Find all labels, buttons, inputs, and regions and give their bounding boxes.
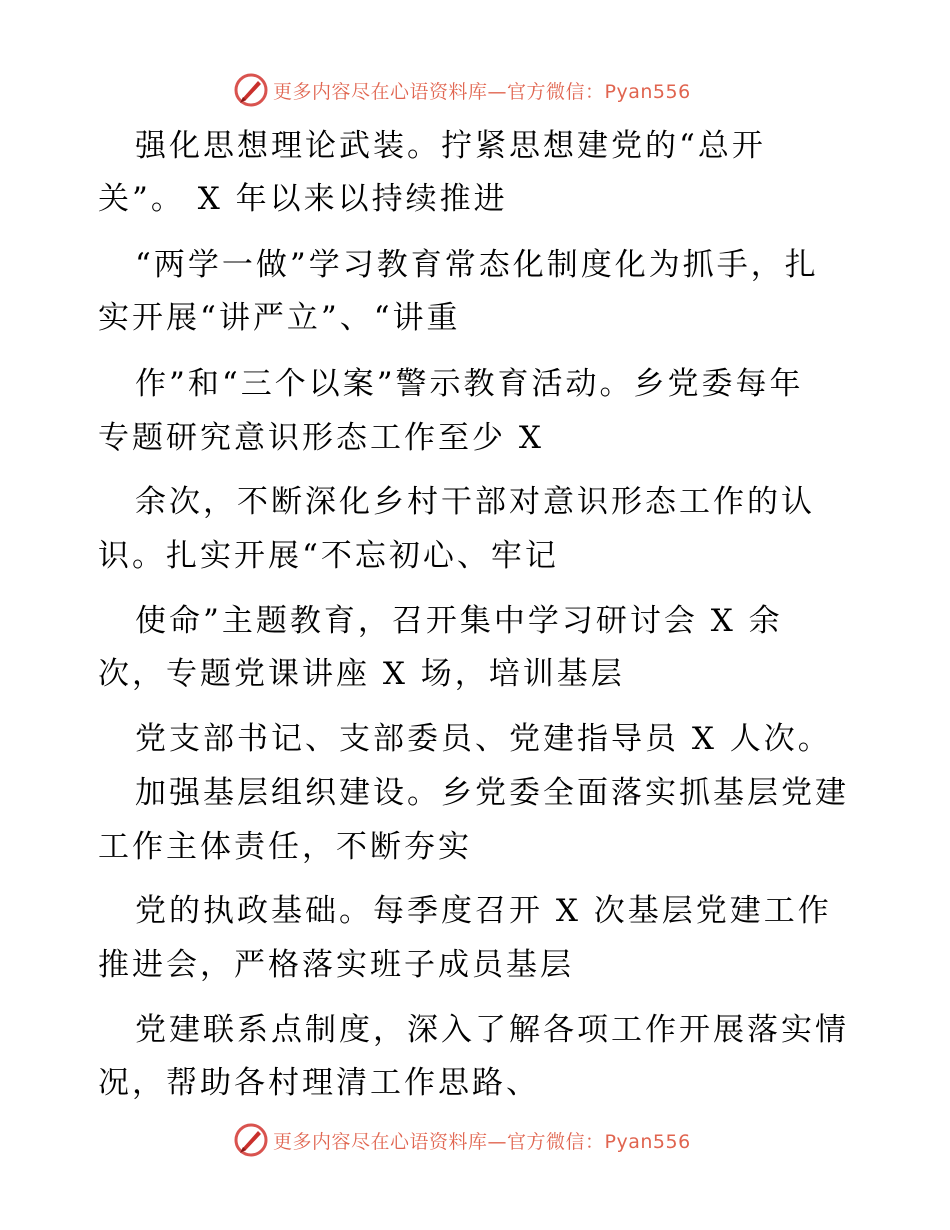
pen-logo-icon xyxy=(233,1122,269,1158)
header-banner xyxy=(233,72,691,108)
paragraph-line: 工作主体责任，不断夯实 xyxy=(98,829,472,865)
paragraph-line: 推进会，严格落实班子成员基层 xyxy=(98,947,574,983)
paragraph-line: 强化思想理论武装。拧紧思想建党的“总开 xyxy=(135,128,766,164)
paragraph-line: “两学一做”学习教育常态化制度化为抓手，扎 xyxy=(135,247,819,283)
paragraph-line: 余次，不断深化乡村干部对意识形态工作的认 xyxy=(135,484,815,520)
paragraph-line: 党支部书记、支部委员、党建指导员 X 人次。 xyxy=(135,721,832,757)
paragraph-line: 党的执政基础。每季度召开 X 次基层党建工作 xyxy=(135,893,832,929)
header-banner-text: 更多内容尽在心语资料库—官方微信：Pyan556 xyxy=(273,80,691,103)
paragraph-line: 识。扎实开展“不忘初心、牢记 xyxy=(98,538,559,574)
footer-banner xyxy=(233,1122,691,1158)
paragraph-line: 况，帮助各村理清工作思路、 xyxy=(98,1065,540,1101)
paragraph-line: 党建联系点制度，深入了解各项工作开展落实情 xyxy=(135,1012,849,1048)
footer-banner-text: 更多内容尽在心语资料库—官方微信：Pyan556 xyxy=(273,1130,691,1153)
pen-logo-icon xyxy=(233,72,269,108)
paragraph-line: 加强基层组织建设。乡党委全面落实抓基层党建 xyxy=(135,775,849,811)
paragraph-line: 关”。 X 年以来以持续推进 xyxy=(98,181,508,217)
paragraph-line: 次，专题党课讲座 X 场，培训基层 xyxy=(98,656,625,692)
paragraph-line: 实开展“讲严立”、“讲重 xyxy=(98,300,461,336)
paragraph-line: 专题研究意识形态工作至少 X xyxy=(98,420,544,456)
paragraph-line: 使命”主题教育，召开集中学习研讨会 X 余 xyxy=(135,603,783,639)
paragraph-line: 作”和“三个以案”警示教育活动。乡党委每年 xyxy=(135,366,804,402)
